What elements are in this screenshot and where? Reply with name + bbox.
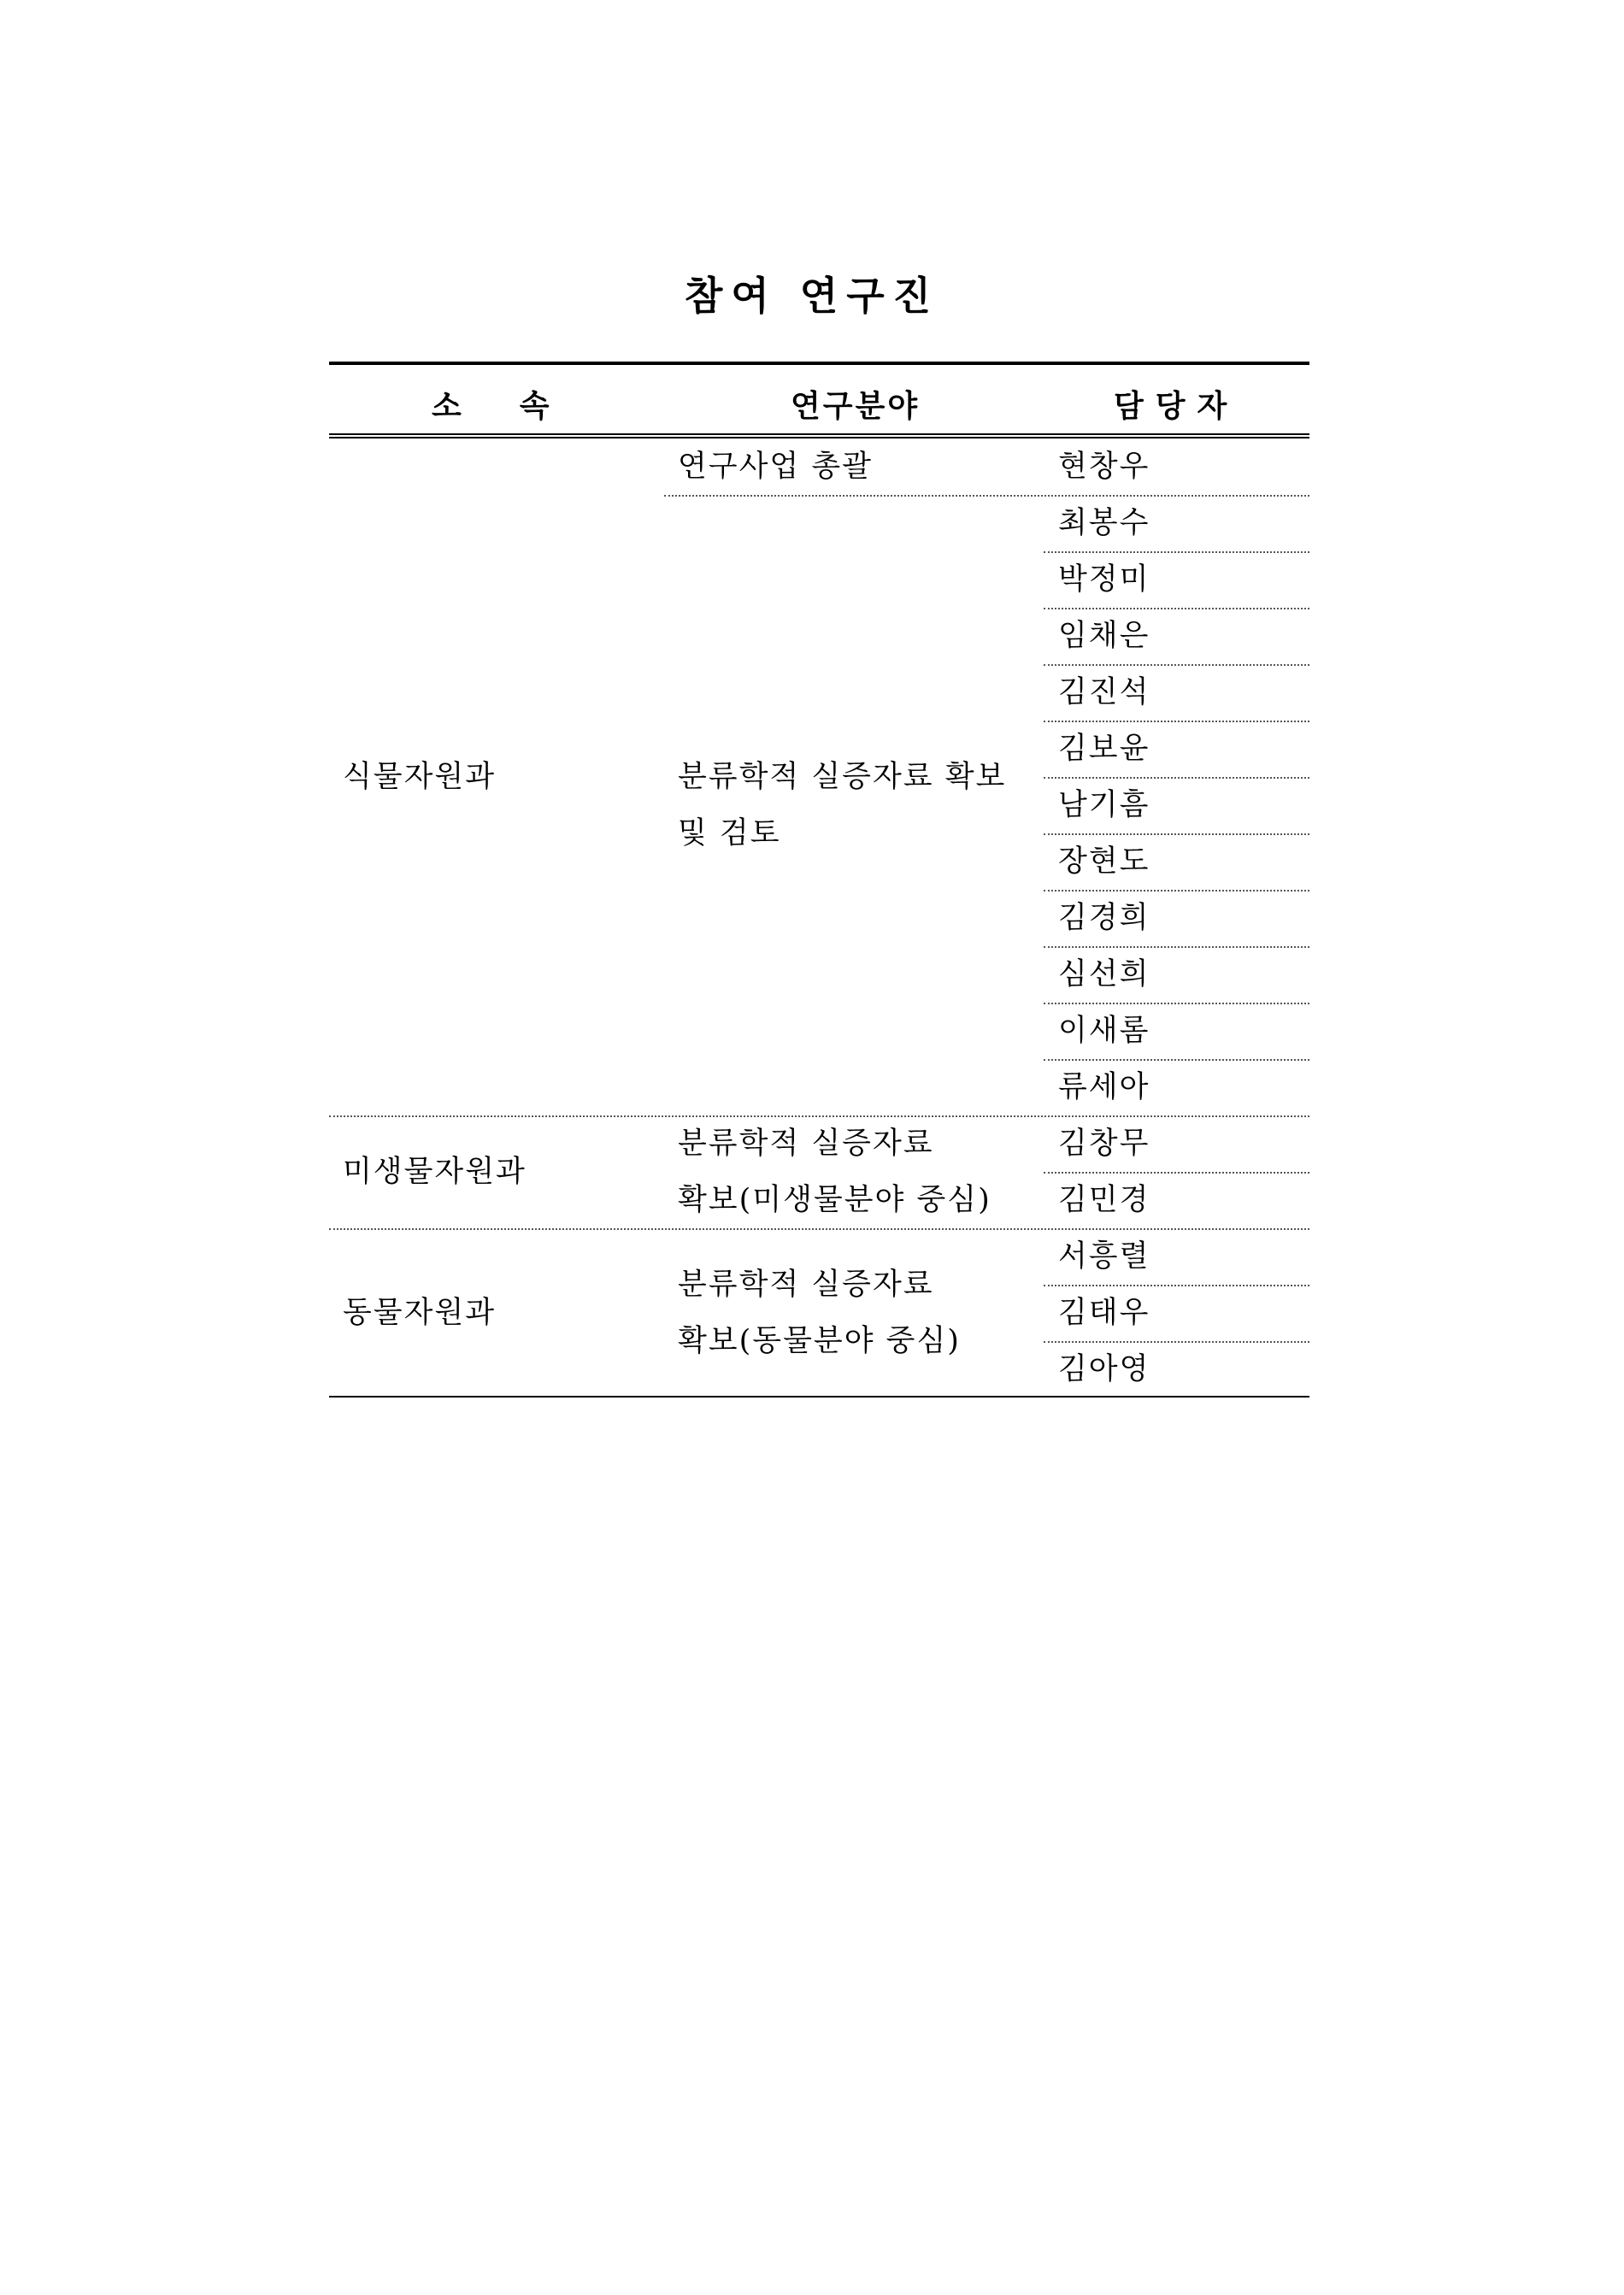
person-cell: 박정미: [1058, 562, 1150, 597]
field-cell: 분류학적 실증자료 확보: [678, 760, 1007, 794]
page-title: 참여 연구진: [684, 273, 940, 319]
person-cell: 남기흠: [1058, 788, 1150, 822]
research-team-table: [329, 362, 1309, 1398]
header-field: 연구분야: [791, 388, 921, 424]
table-bottom-rule: [329, 1396, 1309, 1398]
person-cell: 류세아: [1058, 1070, 1150, 1104]
field-cell: 확보(미생물분야 중심): [678, 1183, 991, 1217]
person-cell: 김경희: [1058, 901, 1150, 935]
field-cell: 연구사업 총괄: [678, 450, 873, 484]
person-cell: 현창우: [1058, 450, 1150, 484]
person-cell: 최봉수: [1058, 506, 1150, 540]
person-cell: 김보윤: [1058, 732, 1150, 766]
person-cell: 김아영: [1058, 1352, 1150, 1386]
person-cell: 김민경: [1058, 1183, 1150, 1217]
affiliation-cell: 동물자원과: [343, 1296, 497, 1330]
row-divider: [664, 495, 1309, 497]
person-cell: 김진석: [1058, 675, 1150, 709]
field-cell: 분류학적 실증자료: [678, 1127, 934, 1161]
affiliation-cell: 미생물자원과: [343, 1155, 527, 1189]
group-divider: [329, 1228, 1309, 1230]
table-body: [329, 438, 1309, 1398]
header-person: 담당자: [1114, 388, 1239, 424]
field-cell: 확보(동물분야 중심): [678, 1324, 961, 1358]
table-header: [329, 365, 1309, 433]
field-cell: 분류학적 실증자료: [678, 1268, 934, 1302]
person-cell: 이새롬: [1058, 1014, 1150, 1048]
field-cell: 및 검토: [678, 816, 781, 850]
person-cell: 임채은: [1058, 619, 1150, 653]
person-cell: 서흥렬: [1058, 1239, 1150, 1274]
affiliation-cell: 식물자원과: [343, 760, 497, 794]
person-cell: 심선희: [1058, 957, 1150, 992]
person-cell: 장현도: [1058, 844, 1150, 879]
person-cell: 김창무: [1058, 1127, 1150, 1161]
person-cell: 김태우: [1058, 1296, 1150, 1330]
header-affiliation: 소속: [432, 388, 608, 424]
